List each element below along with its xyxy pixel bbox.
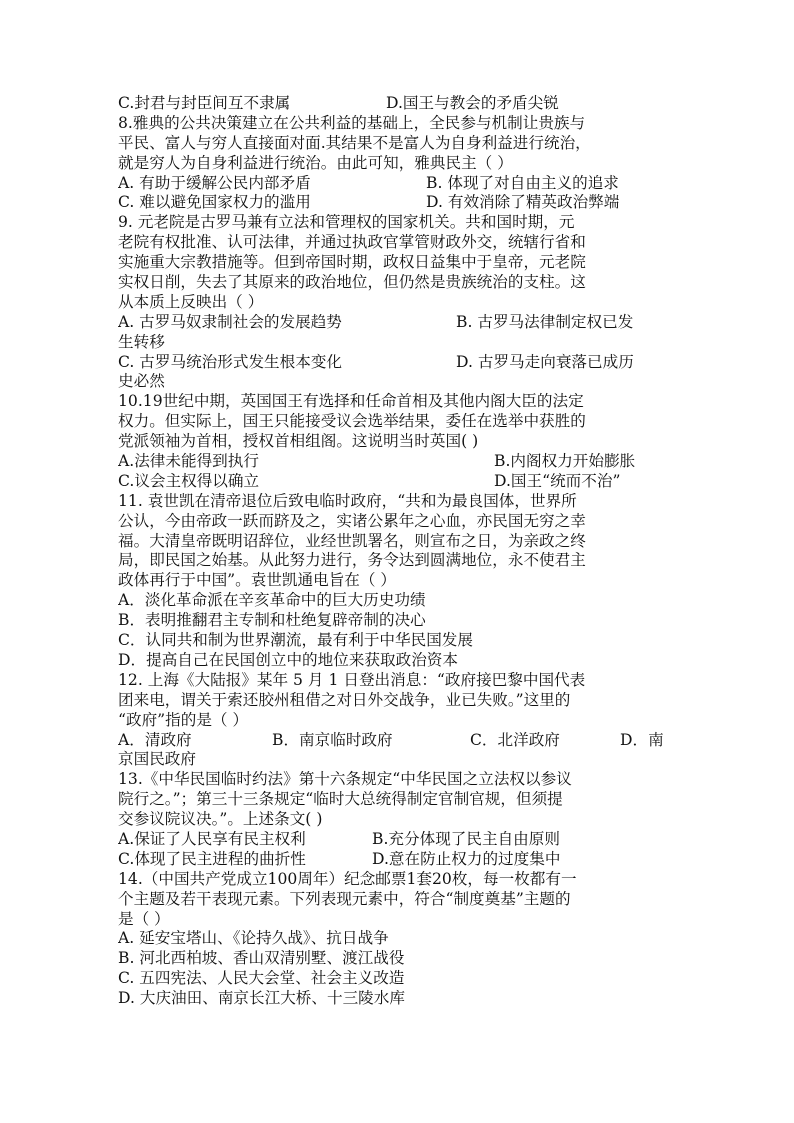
q8-stem-line-1: 8.雅典的公共决策建立在公共利益的基础上，全民参与机制让贵族与 [118,113,586,132]
q8-option-b: B. 体现了对自由主义的追求 [426,173,619,192]
q9-options-cd [118,353,678,373]
q9-option-a: A. 古罗马奴隶制社会的发展趋势 [118,312,342,331]
q11-stem-line-2: 公认，今由帝政一跃而跻及之，实诸公累年之心血，亦民国无穷之幸 [118,511,586,530]
q9-stem-line-5: 从本质上反映出（ ） [118,292,264,311]
q10-stem-line-1: 10.19世纪中期，英国国王有选择和任命首相及其他内阁大臣的法定 [118,392,584,411]
q10-options-ab [118,452,678,472]
q13-stem-line-3: 交参议院议决。”。上述条文( ) [118,810,323,829]
q13-option-b: B.充分体现了民主自由原则 [372,829,560,848]
q7-option-d: D.国王与教会的矛盾尖锐 [386,94,559,112]
q9-stem-line-2: 老院有权批准、认可法律，并通过执政官掌管财政外交，统辖行省和 [118,233,586,252]
exam-page [118,94,678,1009]
q10-option-c: C.议会主权得以确立 [118,471,260,490]
q9-options-ab [118,313,678,333]
q14-option-c: C. 五四宪法、人民大会堂、社会主义改造 [118,969,405,988]
q14-stem-line-3: 是（ ） [118,909,170,928]
q13-options-cd [118,850,678,870]
q14-option-a: A. 延安宝塔山、《论持久战》、抗日战争 [118,929,389,948]
q10-options-cd [118,472,678,492]
q12-option-d-cont: 京国民政府 [118,750,196,769]
q13-options-ab [118,830,678,850]
q8-option-d: D. 有效消除了精英政治弊端 [426,193,620,212]
q13-option-c: C.体现了民主进程的曲折性 [118,849,306,868]
q9-stem-line-1: 9. 元老院是古罗马兼有立法和管理权的国家机关。共和国时期，元 [118,213,575,232]
q11-stem-line-1: 11. 袁世凯在清帝退位后致电临时政府，“共和为最良国体，世界所 [118,491,577,510]
q11-stem-line-5: 政体再行于中国”。袁世凯通电旨在（ ） [118,571,397,590]
q9-stem-line-4: 实权日削，失去了其原来的政治地位，但仍然是贵族统治的支柱。这 [118,273,586,292]
q13-option-a: A.保证了人民享有民主权利 [118,829,306,848]
q8-options-cd [118,193,678,213]
q13-stem-line-2: 院行之。”；第三十三条规定“临时大总统得制定官制官规，但须提 [118,790,563,809]
q14-option-b: B. 河北西柏坡、香山双清别墅、渡江战役 [118,949,405,968]
q13-option-d: D.意在防止权力的过度集中 [372,849,561,868]
q9-option-b-cont: 生转移 [118,332,165,351]
q9-option-d: D. 古罗马走向衰落已成历 [456,352,634,371]
q10-option-a: A.法律未能得到执行 [118,452,259,471]
q8-option-c: C. 难以避免国家权力的滥用 [118,193,311,212]
q12-stem-line-3: “政府”指的是（ ） [118,710,249,729]
q12-option-d: D．南 [620,730,664,749]
q14-stem-line-1: 14.（中国共产党成立100周年）纪念邮票1套20枚，每一枚都有一 [118,869,577,888]
q8-options-ab [118,174,678,194]
q12-options [118,731,678,751]
q13-stem-line-1: 13.《中华民国临时约法》第十六条规定“中华民国之立法权以参议 [118,770,572,789]
q7-options-cd [118,94,678,114]
q9-stem-line-3: 实施重大宗教措施等。但到帝国时期，政权日益集中于皇帝，元老院 [118,253,586,272]
q11-option-c: C．认同共和制为世界潮流，最有利于中华民国发展 [118,631,473,650]
q10-option-b: B.内阁权力开始膨胀 [494,452,636,471]
q9-option-d-cont: 史必然 [118,372,165,391]
q8-option-a: A. 有助于缓解公民内部矛盾 [118,173,311,192]
q14-option-d: D. 大庆油田、南京长江大桥、十三陵水库 [118,989,405,1008]
q14-stem-line-2: 个主题及若干表现元素。下列表现元素中，符合“制度奠基”主题的 [118,889,571,908]
q7-option-c: C.封君与封臣间互不隶属 [118,94,291,112]
q12-option-a: A．清政府 [118,730,192,749]
q10-stem-line-3: 党派领袖为首相，授权首相组阁。这说明当时英国( ) [118,432,479,451]
q12-option-c: C．北洋政府 [470,730,560,749]
q8-stem-line-2: 平民、富人与穷人直接面对面.其结果不是富人为自身利益进行统治， [118,133,591,152]
q11-option-b: B．表明推翻君主专制和杜绝复辟帝制的决心 [118,611,426,630]
q9-option-c: C. 古罗马统治形式发生根本变化 [118,352,343,371]
q8-stem-line-3: 就是穷人为自身利益进行统治。由此可知，雅典民主（ ） [118,153,513,172]
q10-stem-line-2: 权力。但实际上，国王只能接受议会选举结果，委任在选举中获胜的 [118,412,586,431]
q12-option-b: B．南京临时政府 [272,730,393,749]
q10-option-d: D.国王“统而不治” [494,471,621,490]
q11-option-d: D．提高自己在民国创立中的地位来获取政治资本 [118,650,458,669]
q11-stem-line-3: 福。大清皇帝既明诏辞位，业经世凯署名，则宣布之日，为亲政之终 [118,531,586,550]
q12-stem-line-2: 团来电，谓关于索还胶州租借之对日外交战争，业已失败。”这里的 [118,690,571,709]
q9-option-b: B. 古罗马法律制定权已发 [456,312,634,331]
q12-stem-line-1: 12. 上海《大陆报》某年 5 月 1 日登出消息：“政府接巴黎中国代表 [118,670,586,689]
q11-option-a: A．淡化革命派在辛亥革命中的巨大历史功绩 [118,591,426,610]
q11-stem-line-4: 局，即民国之始基。从此努力进行，务令达到圆满地位，永不使君主 [118,551,586,570]
